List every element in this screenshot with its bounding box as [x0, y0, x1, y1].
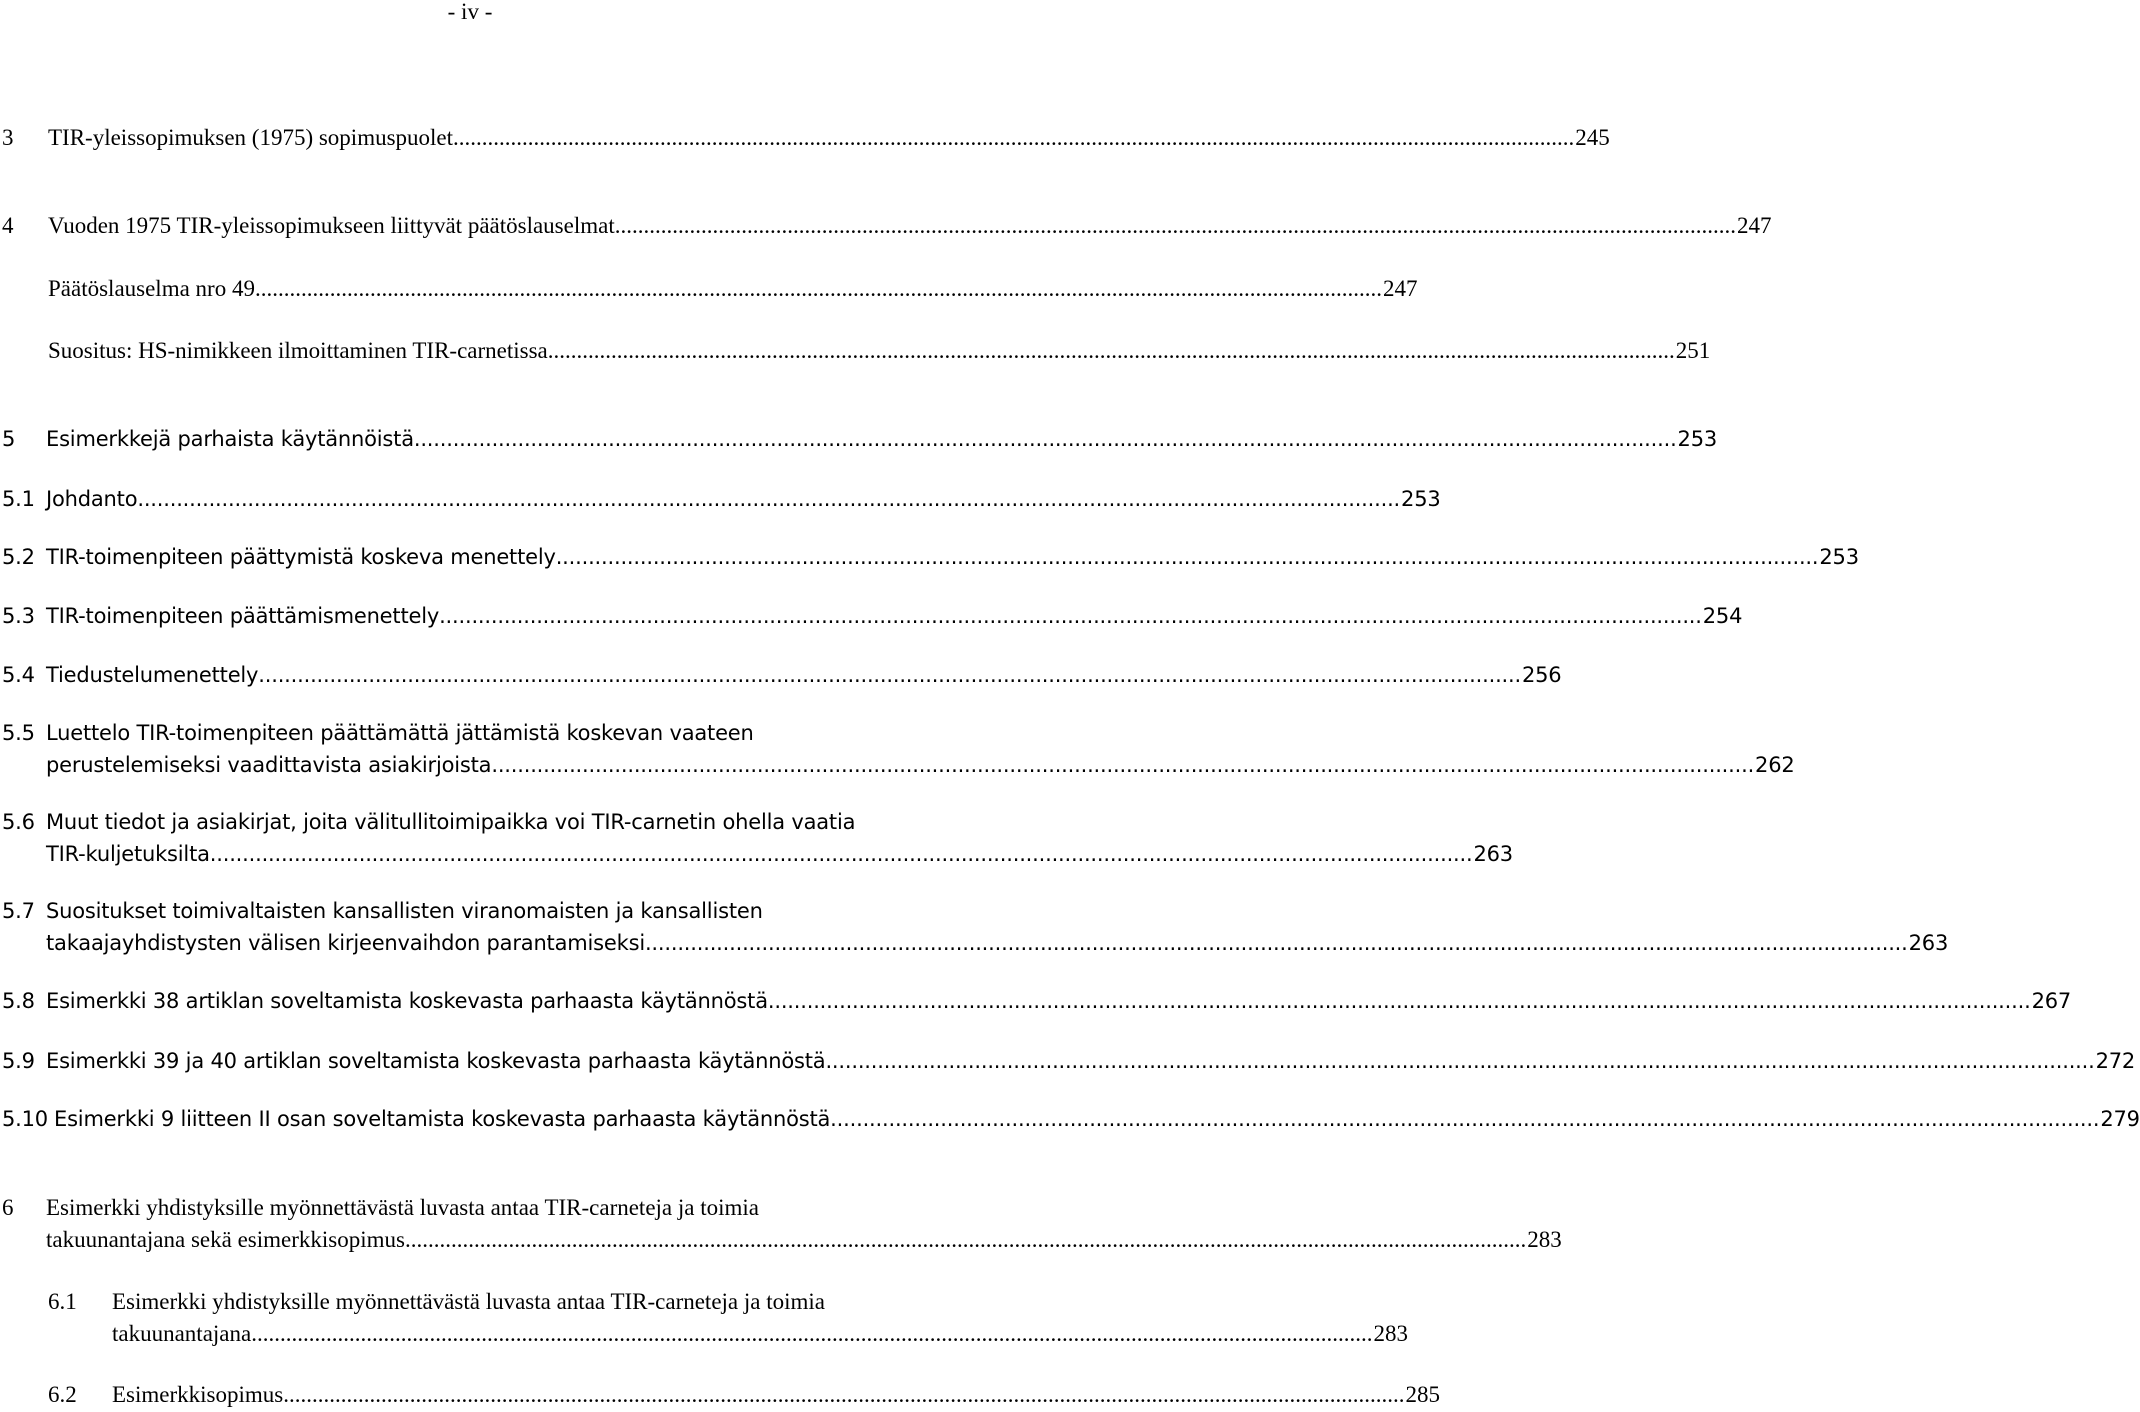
toc-entry-5-6[interactable]	[0, 807, 1513, 869]
dot-leader: ...................................................................................................................................................................................................	[258, 663, 1521, 687]
toc-entry-5-4[interactable]	[0, 660, 1562, 690]
toc-entry-5-7[interactable]	[0, 896, 1949, 958]
toc-title: Päätöslauselma nro 49.	[48, 276, 261, 301]
toc-entry-5[interactable]	[0, 424, 1718, 454]
toc-number: 5	[2, 427, 16, 451]
toc-number: 5.3	[2, 604, 35, 628]
dot-leader: ...................................................................................................................................................................................................	[614, 213, 1736, 238]
dot-leader: ...................................................................................................................................................................................................	[413, 427, 1677, 451]
toc-entry-5-1[interactable]	[0, 484, 1441, 514]
dot-leader: ...................................................................................................................................................................................................	[453, 125, 1575, 150]
toc-number: 6	[2, 1195, 14, 1220]
toc-entry-5-10[interactable]	[0, 1104, 2140, 1134]
toc-page: 272	[2095, 1049, 2136, 1073]
toc-page: 283	[1527, 1227, 1562, 1252]
toc-title-continued: takaajayhdistysten välisen kirjeenvaihdon parantamiseksi	[46, 931, 645, 955]
toc-title-continued: takuunantajana	[112, 1321, 252, 1346]
toc-entry-3[interactable]	[0, 123, 1610, 153]
toc-number: 5.1	[2, 487, 35, 511]
toc-title: TIR-toimenpiteen päättämismenettely	[46, 604, 440, 628]
toc-page: 283	[1373, 1321, 1408, 1346]
dot-leader: ...................................................................................................................................................................................................	[831, 1049, 2095, 1073]
toc-title: Esimerkkejä parhaista käytännöistä	[46, 427, 414, 451]
toc-page: 263	[1473, 842, 1513, 866]
toc-title: Suositus: HS-nimikkeen ilmoittaminen TIR-carnetissa.	[48, 338, 554, 363]
toc-title-continued: perustelemiseksi vaadittavista asiakirjoista	[46, 753, 492, 777]
toc-number: 5.6	[2, 810, 35, 834]
toc-page: 253	[1819, 545, 1859, 569]
toc-title: Vuoden 1975 TIR-yleissopimukseen liittyvät päätöslauselmat	[48, 213, 615, 238]
dot-leader: ...................................................................................................................................................................................................	[439, 604, 1702, 628]
page-number: - iv -	[447, 0, 493, 24]
dot-leader: ...................................................................................................................................................................................................	[491, 753, 1755, 777]
toc-title-continued: takuunantajana sekä esimerkkisopimus	[46, 1227, 405, 1252]
toc-number: 6.1	[48, 1289, 77, 1314]
dot-leader: ...................................................................................................................................................................................................	[553, 338, 1675, 363]
toc-page: 245	[1575, 125, 1610, 150]
dot-leader: ...................................................................................................................................................................................................	[283, 1382, 1405, 1407]
toc-page: 267	[2031, 989, 2072, 1013]
toc-page: 279	[2100, 1107, 2140, 1131]
dot-leader: ...................................................................................................................................................................................................	[251, 1321, 1373, 1346]
toc-title: Esimerkki yhdistyksille myönnettävästä luvasta antaa TIR-carneteja ja toimia	[46, 1195, 759, 1220]
dot-leader: ...................................................................................................................................................................................................	[767, 989, 2031, 1013]
toc-page: 247	[1382, 276, 1418, 301]
dot-leader: ...................................................................................................................................................................................................	[555, 545, 1819, 569]
toc-number: 4	[2, 213, 14, 238]
toc-entry-5-3[interactable]	[0, 601, 1743, 631]
toc-number: 3	[2, 125, 14, 150]
toc-entry-5-9[interactable]	[0, 1046, 2136, 1076]
toc-page: 256	[1521, 663, 1562, 687]
toc-entry-5-8[interactable]	[0, 986, 2072, 1016]
toc-entry-4[interactable]	[0, 211, 1772, 241]
toc-title: Suositukset toimivaltaisten kansallisten viranomaisten ja kansallisten	[46, 899, 763, 923]
toc-title: TIR-toimenpiteen päättymistä koskeva menettely	[46, 545, 556, 569]
toc-number: 5.8	[2, 989, 35, 1013]
toc-title: Johdanto	[46, 487, 138, 511]
toc-page: 263	[1908, 931, 1949, 955]
toc-title: Muut tiedot ja asiakirjat, joita välitullitoimipaikka voi TIR-carnetin ohella vaatia	[46, 810, 856, 834]
toc-page: 251	[1675, 338, 1711, 363]
dot-leader: ...................................................................................................................................................................................................	[404, 1227, 1527, 1252]
toc-number: 5.4	[2, 663, 35, 687]
toc-number: 5.7	[2, 899, 35, 923]
toc-page: 262	[1755, 753, 1795, 777]
toc-title: Luettelo TIR-toimenpiteen päättämättä jättämistä koskevan vaateen	[46, 721, 754, 745]
dot-leader: ...................................................................................................................................................................................................	[137, 487, 1401, 511]
toc-number: 5.5	[2, 721, 35, 745]
toc-page: 285	[1405, 1382, 1440, 1407]
toc-title: Esimerkki 39 ja 40 artiklan soveltamista koskevasta parhaasta käytännöstä.	[46, 1049, 832, 1073]
dot-leader: ...................................................................................................................................................................................................	[836, 1107, 2100, 1131]
toc-title: Esimerkki 9 liitteen II osan soveltamista koskevasta parhaasta käytännöstä.	[54, 1107, 837, 1131]
toc-entry-5-2[interactable]	[0, 542, 1859, 572]
toc-title: TIR-yleissopimuksen (1975) sopimuspuolet	[48, 125, 454, 150]
toc-entry-6[interactable]	[0, 1193, 1562, 1255]
toc-title: Esimerkki 38 artiklan soveltamista koskevasta parhaasta käytännöstä	[46, 989, 768, 1013]
dot-leader: ...................................................................................................................................................................................................	[209, 842, 1473, 866]
toc-page: 253	[1677, 427, 1718, 451]
toc-title: Esimerkkisopimus	[112, 1382, 284, 1407]
toc-number: 5.9	[2, 1049, 35, 1073]
toc-number: 5.10	[2, 1107, 48, 1131]
toc-entry-6-1[interactable]	[0, 1287, 1408, 1349]
toc-entry-5-5[interactable]	[0, 718, 1795, 780]
dot-leader: ...................................................................................................................................................................................................	[644, 931, 1908, 955]
dot-leader: ...................................................................................................................................................................................................	[260, 276, 1382, 301]
toc-page: 253	[1401, 487, 1441, 511]
toc-number: 5.2	[2, 545, 35, 569]
toc-title: Esimerkki yhdistyksille myönnettävästä luvasta antaa TIR-carneteja ja toimia	[112, 1289, 825, 1314]
toc-title: Tiedustelumenettely	[46, 663, 259, 687]
toc-entry-6-2[interactable]	[0, 1380, 1440, 1410]
toc-page: 247	[1736, 213, 1772, 238]
toc-entry-resolution-49[interactable]	[0, 274, 1418, 304]
toc-number: 6.2	[48, 1382, 77, 1407]
toc-page: 254	[1702, 604, 1743, 628]
toc-title-continued: TIR-kuljetuksilta	[46, 842, 210, 866]
toc-entry-recommendation[interactable]	[0, 336, 1711, 366]
